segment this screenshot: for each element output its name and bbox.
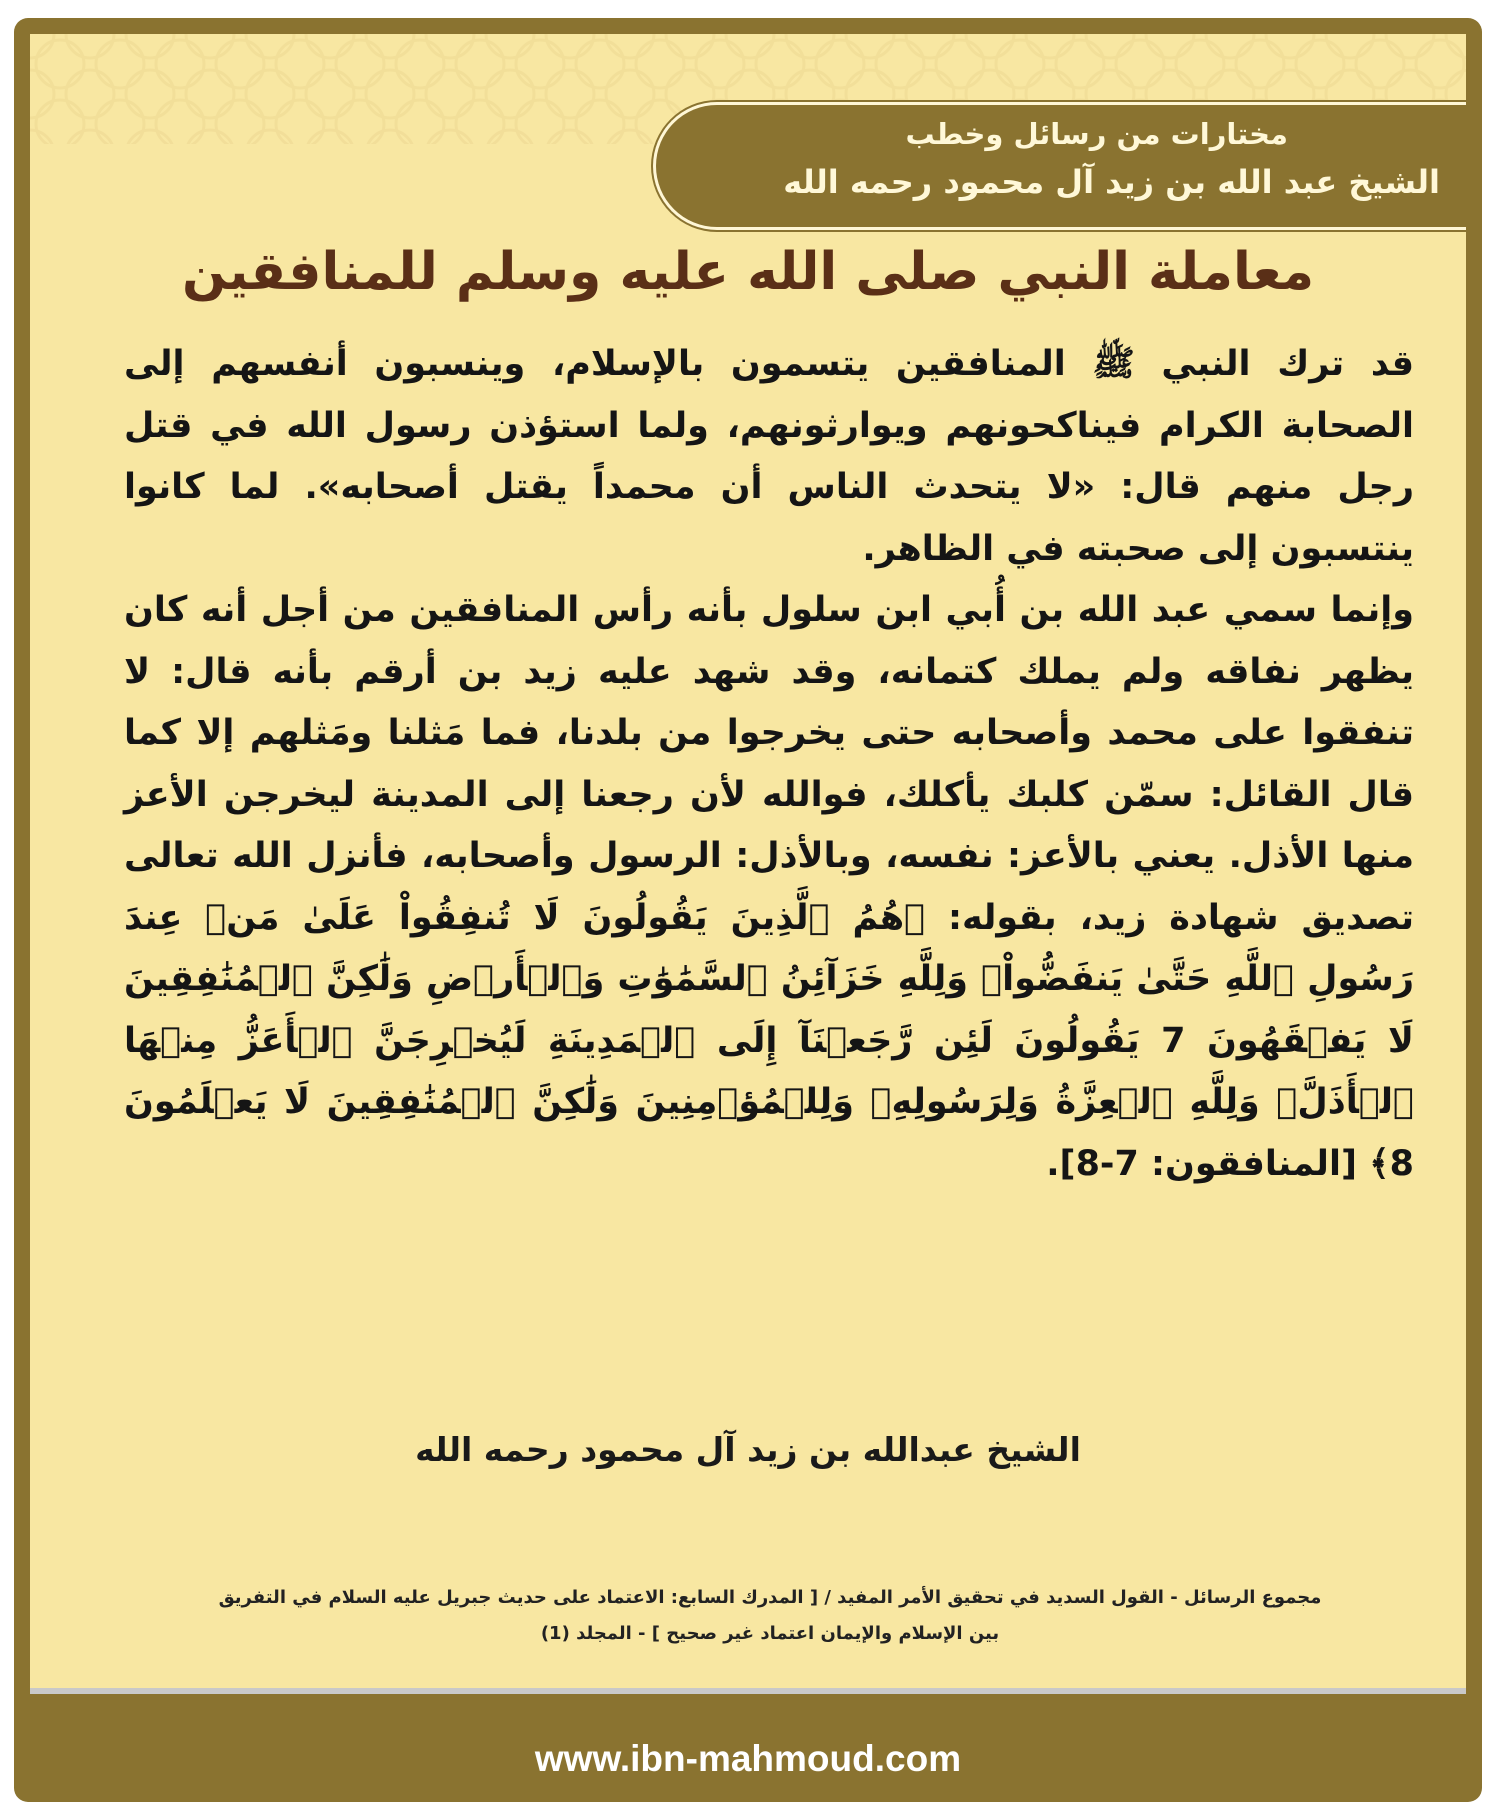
source-line-2: بين الإسلام والإيمان اعتماد غير صحيح ] - المجلد (1) (540, 1623, 1000, 1644)
author-title: الشيخ عبد الله بن زيد آل محمود رحمه الله (783, 163, 1440, 201)
content-panel (30, 34, 1466, 1688)
footer-divider (30, 1688, 1466, 1694)
series-title: مختارات من رسائل وخطب (905, 117, 1288, 151)
paragraph-1: قد ترك النبي ﷺ المنافقين يتسمون بالإسلام، وينسبون أنفسهم إلى الصحابة الكرام فيناكحونهم ويوارثونهم، ولما استؤذن رسول الله في قتل رجل منهم قال: «لا يتحدث الناس أن محمداً يقتل أصحابه». لما كانوا ينتسبون إلى صحبته في الظاهر. (124, 344, 1414, 569)
page-title: معاملة النبي صلى الله عليه وسلم للمنافقين (181, 242, 1315, 302)
card-frame (14, 18, 1482, 1802)
header-banner (653, 102, 1466, 230)
source-line-1: مجموع الرسائل - القول السديد في تحقيق الأمر المفيد / [ المدرك السابع: الاعتماد على حديث جبريل عليه السلام في التفريق (218, 1587, 1322, 1608)
article-body (124, 334, 1414, 1195)
source-citation (120, 1580, 1420, 1652)
signature: الشيخ عبدالله بن زيد آل محمود رحمه الله (415, 1430, 1081, 1469)
paragraph-2: وإنما سمي عبد الله بن أُبي ابن سلول بأنه رأس المنافقين من أجل أنه كان يظهر نفاقه ولم يملك كتمانه، وقد شهد عليه زيد بن أرقم بأنه قال: لا تنفقوا على محمد وأصحابه حتى يخرجوا من بلدنا، فما مَثلنا ومَثلهم إلا كما قال القائل: سمّن كلبك يأكلك، فوالله لأن رجعنا إلى المدينة ليخرجن الأعز منها الأذل. يعني بالأعز: نفسه، وبالأذل: الرسول وأصحابه، فأنزل الله تعالى تصديق شهادة زيد، بقوله: ﴿هُمُ ٱلَّذِينَ يَقُولُونَ لَا تُنفِقُواْ عَلَىٰ مَنۡ عِندَ رَسُولِ ٱللَّهِ حَتَّىٰ يَنفَضُّواْۗ وَلِلَّهِ خَزَآئِنُ ٱلسَّمَٰوَٰتِ وَٱلۡأَرۡضِ وَلَٰكِنَّ ٱلۡمُنَٰفِقِينَ لَا يَفۡقَهُونَ 7 يَقُولُونَ لَئِن رَّجَعۡنَآ إِلَى ٱلۡمَدِينَةِ لَيُخۡرِجَنَّ ٱلۡأَعَزُّ مِنۡهَا ٱلۡأَذَلَّۚ وَلِلَّهِ ٱلۡعِزَّةُ وَلِرَسُولِهِۦ وَلِلۡمُؤۡمِنِينَ وَلَٰكِنَّ ٱلۡمُنَٰفِقِينَ لَا يَعۡلَمُونَ 8﴾ [المنافقون: 7-8]. (124, 590, 1414, 1184)
website-link[interactable]: www.ibn-mahmoud.com (534, 1738, 962, 1779)
